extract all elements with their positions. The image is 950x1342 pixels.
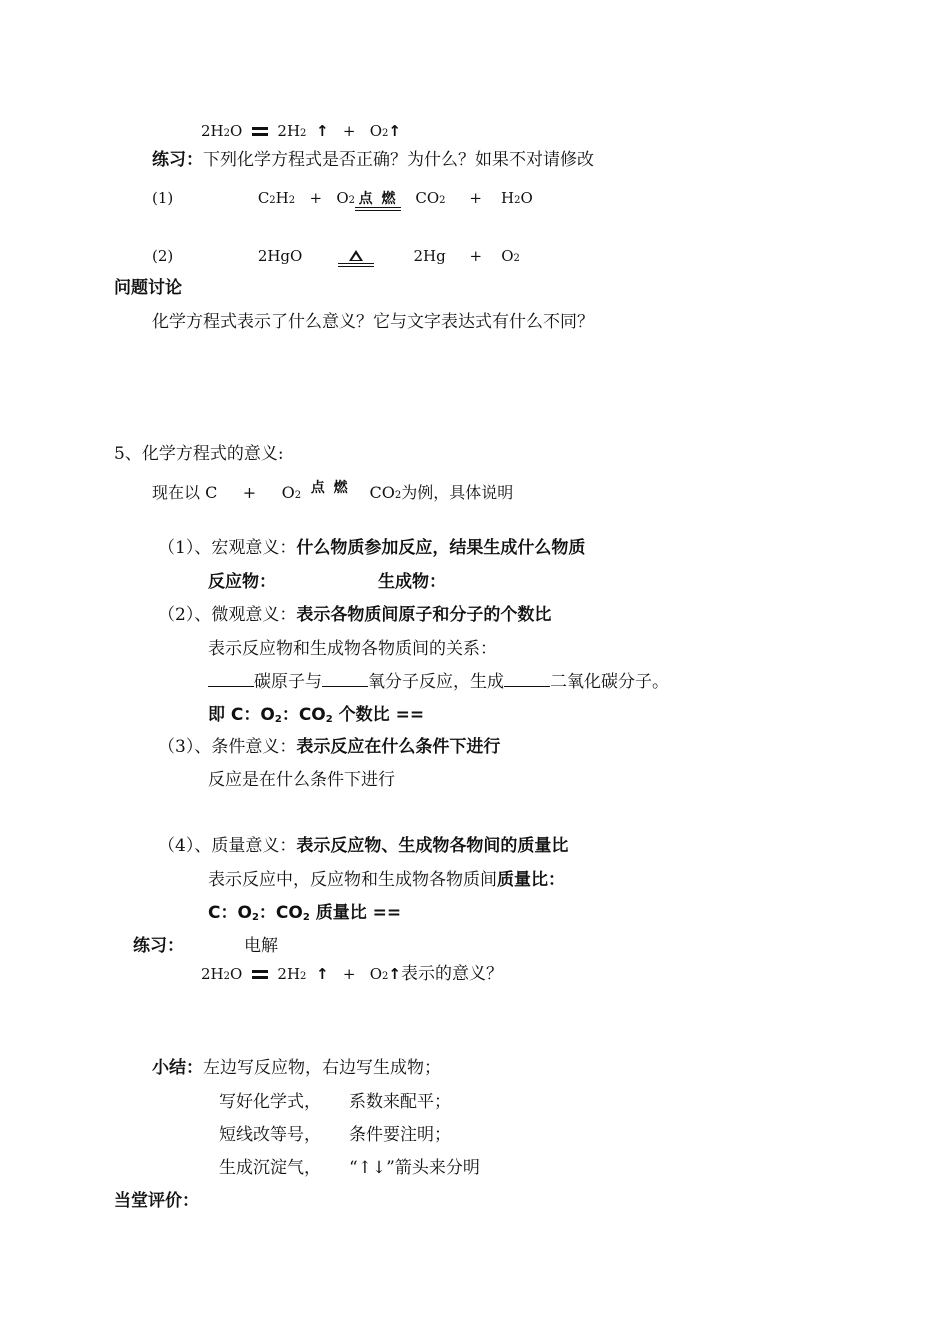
summary-line-4 xyxy=(219,1156,480,1180)
double-bar xyxy=(338,263,374,267)
meaning-bold: 什么物质参加反应，结果生成什么物质 xyxy=(296,538,586,558)
meaning-2-ratio xyxy=(208,703,424,732)
meaning-2 xyxy=(158,603,551,627)
meaning-bold: 表示各物质间原子和分子的个数比 xyxy=(296,605,552,625)
eq-lhs-rest: O xyxy=(230,122,243,140)
condition-heat xyxy=(338,250,374,267)
ratio-text: ：CO xyxy=(258,903,303,923)
summary-text: 系数来配平； xyxy=(349,1092,451,1112)
eq-sub: 2 xyxy=(382,971,389,982)
eq-r2: O xyxy=(369,122,383,140)
formula-sub: 2 xyxy=(288,195,296,206)
summary-text: 短线改等号， xyxy=(219,1125,321,1145)
formula: H xyxy=(275,189,289,207)
practice-text: 下列化学方程式是否正确？为什么？如果不对请修改 xyxy=(203,150,594,170)
product-label: 生成物： xyxy=(378,572,446,592)
formula: O xyxy=(336,189,349,207)
blank-3[interactable] xyxy=(504,670,550,687)
condition-electrolysis: 电解 xyxy=(244,936,278,956)
eq-r2: O xyxy=(369,965,383,983)
eq-sub: 2 xyxy=(300,128,307,139)
evaluation-heading: 当堂评价： xyxy=(114,1191,199,1211)
blank-text: 氧分子反应，生成 xyxy=(368,672,504,692)
summary-text: “↑↓”箭头来分明 xyxy=(349,1158,480,1178)
eq-sub: 2 xyxy=(223,128,230,139)
formula-sub: 2 xyxy=(269,195,276,206)
practice-2 xyxy=(133,934,278,958)
formula: 2Hg xyxy=(413,247,446,265)
equals-sign xyxy=(252,127,268,136)
up-arrow-icon: ↑ xyxy=(315,122,329,140)
formula-sub: 2 xyxy=(514,195,521,206)
practice-item-1 xyxy=(152,186,533,213)
formula-sub: 2 xyxy=(348,195,356,206)
blank-text: 二氧化碳分子。 xyxy=(550,672,669,692)
ratio-text: 质量比 == xyxy=(309,903,402,923)
discussion-question: 化学方程式表示了什么意义？它与文字表达式有什么不同？ xyxy=(152,312,594,332)
item-number: (2) xyxy=(152,247,174,265)
plus-sign: + xyxy=(342,965,356,983)
meaning-4-ratio xyxy=(208,901,401,930)
summary-text: 生成沉淀气， xyxy=(219,1158,321,1178)
example-pre: 现在以 C xyxy=(152,483,218,502)
meaning-1-detail xyxy=(208,570,446,594)
formula-sub: 2 xyxy=(394,490,402,501)
practice-label: 练习： xyxy=(152,150,203,170)
ratio-sub: 2 xyxy=(302,912,310,923)
formula: CO xyxy=(415,189,440,207)
blank-1[interactable] xyxy=(208,670,254,687)
blank-2[interactable] xyxy=(322,670,368,687)
summary-text: 写好化学式， xyxy=(219,1092,321,1112)
eq-sub: 2 xyxy=(382,128,389,139)
heat-triangle-icon xyxy=(349,250,363,261)
formula: O xyxy=(281,483,295,502)
double-bar xyxy=(355,207,401,211)
discussion-heading: 问题讨论 xyxy=(114,278,182,298)
formula: O xyxy=(520,189,533,207)
condition-ignite xyxy=(355,192,401,211)
meaning-bold: 表示反应物、生成物各物间的质量比 xyxy=(296,836,569,856)
item-number: (1) xyxy=(152,189,174,207)
plus-sign: + xyxy=(469,247,483,265)
meaning-number: （3）、条件意义： xyxy=(158,737,297,757)
up-arrow-icon: ↑ xyxy=(315,965,329,983)
practice-suffix: 表示的意义？ xyxy=(401,964,503,984)
formula: CO xyxy=(369,483,395,502)
ratio-text: ：CO xyxy=(281,705,326,725)
formula: O xyxy=(501,247,514,265)
meaning-bold: 表示反应在什么条件下进行 xyxy=(296,737,501,757)
example-post: 为例，具体说明 xyxy=(401,483,514,502)
eq-sub: 2 xyxy=(223,971,230,982)
meaning-3 xyxy=(158,735,500,759)
practice-label: 练习： xyxy=(133,936,184,956)
condition-text: 点 燃 xyxy=(310,480,350,496)
summary-line-1 xyxy=(152,1056,441,1080)
meaning-number: （2）、微观意义： xyxy=(158,605,297,625)
summary-text: 条件要注明； xyxy=(349,1125,451,1145)
section-5-title: 5、化学方程式的意义: xyxy=(114,444,284,464)
ratio-sub: 2 xyxy=(251,912,259,923)
plus-sign: + xyxy=(242,483,257,502)
summary-text: 左边写反应物，右边写生成物； xyxy=(203,1058,441,1078)
practice-item-2 xyxy=(152,244,520,271)
reactant-label: 反应物： xyxy=(208,572,276,592)
meaning-number: （1）、宏观意义： xyxy=(158,538,297,558)
section-5-example xyxy=(152,481,513,508)
practice-1 xyxy=(152,148,594,172)
eq-sub: 2 xyxy=(300,971,307,982)
formula: C xyxy=(257,189,270,207)
formula-sub: 2 xyxy=(294,490,302,501)
up-arrow-icon: ↑ xyxy=(388,122,401,140)
equation-top xyxy=(201,119,401,146)
eq-lhs: 2H xyxy=(201,122,224,140)
equals-sign xyxy=(252,970,268,979)
condition-ignite xyxy=(306,481,354,495)
summary-line-3 xyxy=(219,1123,451,1147)
meaning-4 xyxy=(158,834,568,858)
ratio-text: 即 C：O xyxy=(208,705,275,725)
eq-lhs: 2H xyxy=(201,965,224,983)
condition-text: 点 燃 xyxy=(358,191,398,207)
ratio-text: 个数比 == xyxy=(332,705,425,725)
meaning-4-desc xyxy=(208,868,565,892)
meaning-2-blanks xyxy=(208,670,669,694)
formula: H xyxy=(501,189,515,207)
desc-bold: 质量比： xyxy=(497,870,565,890)
eq-r1: 2H xyxy=(277,122,301,140)
ratio-sub: 2 xyxy=(325,714,333,725)
plus-sign: + xyxy=(342,122,356,140)
eq-r1: 2H xyxy=(277,965,301,983)
meaning-2-desc: 表示反应物和生成物各物质间的关系： xyxy=(208,639,497,659)
formula-sub: 2 xyxy=(439,195,446,206)
meaning-1 xyxy=(158,536,585,560)
meaning-3-desc: 反应是在什么条件下进行 xyxy=(208,770,395,790)
blank-text: 碳原子与 xyxy=(254,672,322,692)
summary-label: 小结： xyxy=(152,1058,203,1078)
meaning-number: （4）、质量意义： xyxy=(158,836,297,856)
up-arrow-icon: ↑ xyxy=(388,965,401,983)
formula-sub: 2 xyxy=(513,253,520,264)
desc-text: 表示反应中，反应物和生成物各物质间 xyxy=(208,870,497,890)
ratio-text: C：O xyxy=(208,903,252,923)
eq-lhs-rest: O xyxy=(230,965,243,983)
plus-sign: + xyxy=(309,189,323,207)
ratio-sub: 2 xyxy=(274,714,282,725)
summary-line-2 xyxy=(219,1090,451,1114)
practice-2-equation xyxy=(201,962,503,989)
plus-sign: + xyxy=(469,189,482,207)
formula: 2HgO xyxy=(257,247,303,265)
